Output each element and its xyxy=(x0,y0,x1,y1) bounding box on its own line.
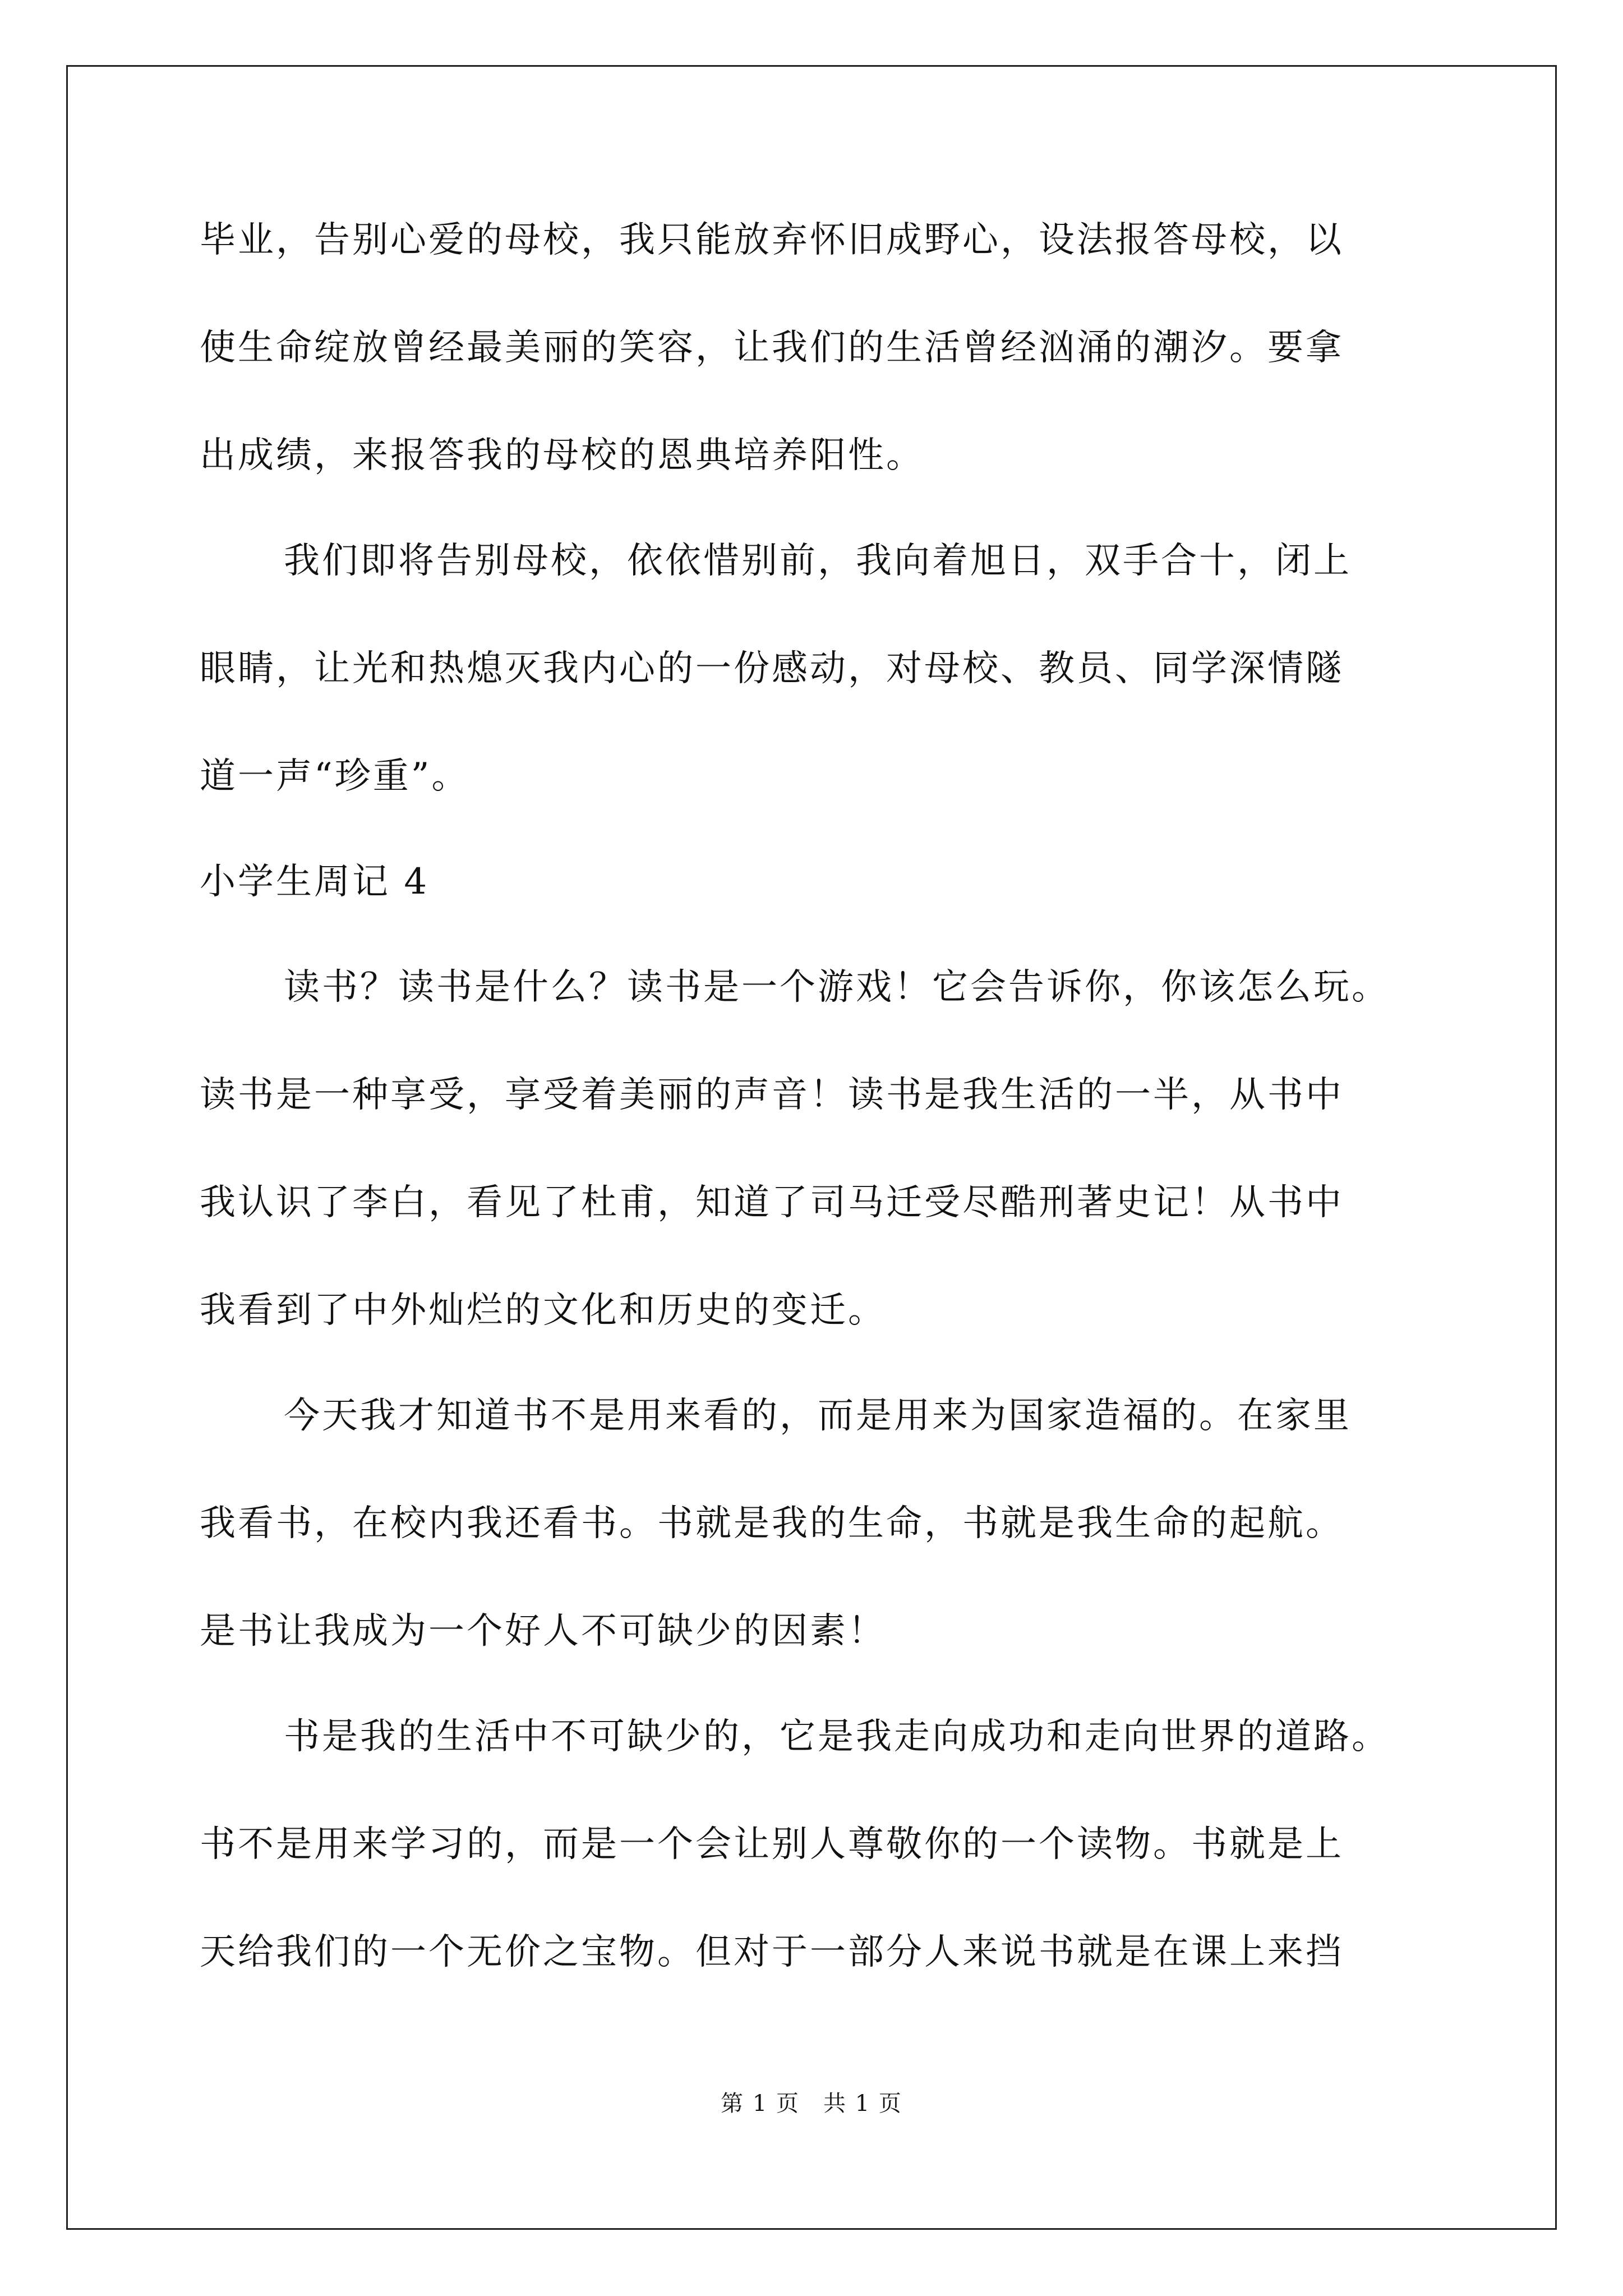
paragraph-line: 我看到了中外灿烂的文化和历史的变迁。 xyxy=(200,1290,886,1331)
paragraph-line: 使生命绽放曾经最美丽的笑容，让我们的生活曾经汹涌的潮汐。要拿 xyxy=(200,327,1344,369)
paragraph-line: 读书？读书是什么？读书是一个游戏！它会告诉你，你该怎么玩。 xyxy=(284,967,1390,1008)
paragraph-line: 今天我才知道书不是用来看的，而是用来为国家造福的。在家里 xyxy=(284,1395,1352,1437)
paragraph-line: 毕业，告别心爱的母校，我只能放弃怀旧成野心，设法报答母校，以 xyxy=(200,219,1344,261)
paragraph-line: 眼睛，让光和热熄灭我内心的一份感动，对母校、教员、同学深情隧 xyxy=(200,648,1344,689)
paragraph-line: 读书是一种享受，享受着美丽的声音！读书是我生活的一半，从书中 xyxy=(200,1074,1344,1116)
page-number-footer: 第 1 页 共 1 页 xyxy=(721,2091,902,2116)
paragraph-line: 出成绩，来报答我的母校的恩典培养阳性。 xyxy=(200,435,924,476)
paragraph-line: 我看书，在校内我还看书。书就是我的生命，书就是我生命的起航。 xyxy=(200,1503,1344,1544)
paragraph-line: 天给我们的一个无价之宝物。但对于一部分人来说书就是在课上来挡 xyxy=(200,1931,1344,1973)
paragraph-line: 我们即将告别母校，依依惜别前，我向着旭日，双手合十，闭上 xyxy=(284,540,1352,582)
section-heading: 小学生周记 4 xyxy=(200,861,430,903)
paragraph-line: 是书让我成为一个好人不可缺少的因素！ xyxy=(200,1611,886,1652)
document-body xyxy=(200,213,1431,1979)
paragraph-line: 我认识了李白，看见了杜甫，知道了司马迁受尽酷刑著史记！从书中 xyxy=(200,1182,1344,1223)
paragraph-line: 道一声“珍重”。 xyxy=(200,756,470,797)
paragraph-line: 书是我的生活中不可缺少的，它是我走向成功和走向世界的道路。 xyxy=(284,1716,1390,1757)
paragraph-line: 书不是用来学习的，而是一个会让别人尊敬你的一个读物。书就是上 xyxy=(200,1824,1344,1865)
